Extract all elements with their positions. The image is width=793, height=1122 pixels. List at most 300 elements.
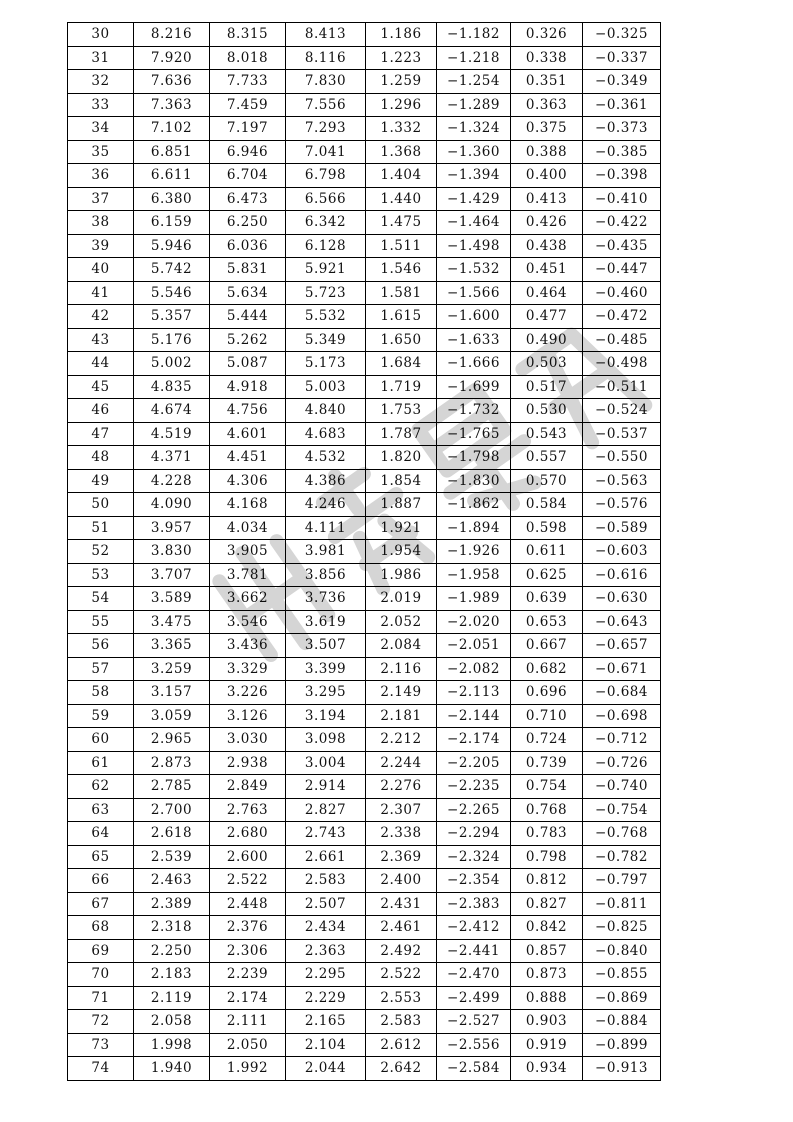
table-cell: 2.463 — [134, 869, 210, 893]
table-cell: 56 — [68, 634, 134, 658]
table-cell: 3.030 — [210, 728, 286, 752]
table-cell: 6.036 — [210, 234, 286, 258]
table-cell: −0.460 — [583, 281, 661, 305]
table-row — [68, 117, 661, 141]
table-cell: 0.783 — [511, 822, 583, 846]
table-cell: 5.176 — [134, 328, 210, 352]
table-cell: 0.464 — [511, 281, 583, 305]
table-cell: 2.183 — [134, 963, 210, 987]
table-cell: 54 — [68, 587, 134, 611]
table-cell: −1.324 — [437, 117, 511, 141]
table-cell: −2.584 — [437, 1057, 511, 1081]
table-cell: −2.470 — [437, 963, 511, 987]
table-cell: −0.422 — [583, 211, 661, 235]
table-cell: 4.386 — [286, 469, 366, 493]
table-cell: 3.226 — [210, 681, 286, 705]
table-cell: 3.126 — [210, 704, 286, 728]
table-cell: −2.051 — [437, 634, 511, 658]
table-cell: 0.477 — [511, 305, 583, 329]
table-cell: 3.830 — [134, 540, 210, 564]
table-cell: −1.600 — [437, 305, 511, 329]
table-cell: −2.441 — [437, 939, 511, 963]
table-cell: 5.946 — [134, 234, 210, 258]
table-cell: 4.532 — [286, 446, 366, 470]
table-cell: 7.733 — [210, 70, 286, 94]
table-cell: 3.781 — [210, 563, 286, 587]
table-row — [68, 845, 661, 869]
table-cell: 1.998 — [134, 1033, 210, 1057]
table-cell: 0.798 — [511, 845, 583, 869]
table-row — [68, 540, 661, 564]
table-cell: 4.601 — [210, 422, 286, 446]
table-row — [68, 305, 661, 329]
table-cell: 4.371 — [134, 446, 210, 470]
table-cell: −1.633 — [437, 328, 511, 352]
table-cell: −0.869 — [583, 986, 661, 1010]
table-cell: 2.104 — [286, 1033, 366, 1057]
table-cell: 45 — [68, 375, 134, 399]
table-cell: 6.380 — [134, 187, 210, 211]
table-cell: 1.223 — [366, 46, 437, 70]
table-cell: 5.831 — [210, 258, 286, 282]
table-row — [68, 399, 661, 423]
table-cell: 6.342 — [286, 211, 366, 235]
table-cell: 2.461 — [366, 916, 437, 940]
table-cell: −1.289 — [437, 93, 511, 117]
table-cell: 4.683 — [286, 422, 366, 446]
table-cell: 44 — [68, 352, 134, 376]
table-cell: 0.639 — [511, 587, 583, 611]
table-cell: 0.517 — [511, 375, 583, 399]
table-cell: 0.530 — [511, 399, 583, 423]
table-cell: −0.782 — [583, 845, 661, 869]
table-cell: −1.394 — [437, 164, 511, 188]
table-cell: 0.696 — [511, 681, 583, 705]
table-cell: −0.712 — [583, 728, 661, 752]
table-cell: 2.111 — [210, 1010, 286, 1034]
table-cell: 4.034 — [210, 516, 286, 540]
table-cell: 2.116 — [366, 657, 437, 681]
table-cell: −0.447 — [583, 258, 661, 282]
table-cell: −1.989 — [437, 587, 511, 611]
table-row — [68, 939, 661, 963]
table-cell: 4.090 — [134, 493, 210, 517]
table-cell: −1.532 — [437, 258, 511, 282]
table-cell: 2.229 — [286, 986, 366, 1010]
table-cell: −0.349 — [583, 70, 661, 94]
table-cell: −0.373 — [583, 117, 661, 141]
table-cell: −2.527 — [437, 1010, 511, 1034]
table-cell: 50 — [68, 493, 134, 517]
table-cell: 2.318 — [134, 916, 210, 940]
table-cell: 0.934 — [511, 1057, 583, 1081]
table-cell: 0.724 — [511, 728, 583, 752]
table-cell: 72 — [68, 1010, 134, 1034]
table-cell: 0.754 — [511, 775, 583, 799]
table-cell: 2.763 — [210, 798, 286, 822]
table-cell: 7.197 — [210, 117, 286, 141]
table-cell: 1.753 — [366, 399, 437, 423]
table-cell: −0.361 — [583, 93, 661, 117]
table-cell: 0.598 — [511, 516, 583, 540]
table-cell: 7.102 — [134, 117, 210, 141]
table-row — [68, 211, 661, 235]
table-cell: −0.435 — [583, 234, 661, 258]
table-cell: 7.830 — [286, 70, 366, 94]
table-cell: 33 — [68, 93, 134, 117]
table-row — [68, 328, 661, 352]
table-cell: 42 — [68, 305, 134, 329]
table-cell: 6.946 — [210, 140, 286, 164]
table-cell: 2.431 — [366, 892, 437, 916]
table-cell: 2.239 — [210, 963, 286, 987]
table-cell: −1.699 — [437, 375, 511, 399]
table-cell: −1.798 — [437, 446, 511, 470]
table-cell: 2.165 — [286, 1010, 366, 1034]
table-cell: 6.128 — [286, 234, 366, 258]
table-cell: −2.354 — [437, 869, 511, 893]
table-cell: 34 — [68, 117, 134, 141]
table-cell: 0.388 — [511, 140, 583, 164]
table-row — [68, 422, 661, 446]
table-cell: 1.546 — [366, 258, 437, 282]
table-cell: −1.254 — [437, 70, 511, 94]
table-cell: 2.785 — [134, 775, 210, 799]
table-body — [68, 23, 661, 1081]
table-cell: 0.667 — [511, 634, 583, 658]
table-cell: −0.589 — [583, 516, 661, 540]
table-cell: 68 — [68, 916, 134, 940]
table-cell: 5.262 — [210, 328, 286, 352]
table-cell: 2.873 — [134, 751, 210, 775]
table-cell: 2.583 — [286, 869, 366, 893]
table-cell: −0.630 — [583, 587, 661, 611]
table-cell: 0.827 — [511, 892, 583, 916]
table-cell: 3.295 — [286, 681, 366, 705]
table-cell: −0.825 — [583, 916, 661, 940]
table-cell: −1.926 — [437, 540, 511, 564]
table-cell: −1.498 — [437, 234, 511, 258]
table-cell: 0.857 — [511, 939, 583, 963]
table-cell: −0.671 — [583, 657, 661, 681]
table-cell: 1.475 — [366, 211, 437, 235]
table-cell: 5.634 — [210, 281, 286, 305]
table-cell: −0.603 — [583, 540, 661, 564]
table-row — [68, 187, 661, 211]
table-cell: 1.650 — [366, 328, 437, 352]
table-cell: 2.642 — [366, 1057, 437, 1081]
table-cell: 0.426 — [511, 211, 583, 235]
table-cell: 0.682 — [511, 657, 583, 681]
table-cell: 4.246 — [286, 493, 366, 517]
table-cell: 2.583 — [366, 1010, 437, 1034]
table-cell: 0.413 — [511, 187, 583, 211]
table-cell: 6.159 — [134, 211, 210, 235]
table-cell: 38 — [68, 211, 134, 235]
table-cell: 8.413 — [286, 23, 366, 47]
table-cell: 5.532 — [286, 305, 366, 329]
table-cell: 0.570 — [511, 469, 583, 493]
table-row — [68, 1033, 661, 1057]
table-cell: 4.918 — [210, 375, 286, 399]
table-cell: −0.511 — [583, 375, 661, 399]
table-cell: −0.698 — [583, 704, 661, 728]
table-cell: −0.768 — [583, 822, 661, 846]
table-row — [68, 916, 661, 940]
table-cell: −1.182 — [437, 23, 511, 47]
table-cell: −0.325 — [583, 23, 661, 47]
table-row — [68, 258, 661, 282]
table-cell: 1.511 — [366, 234, 437, 258]
table-cell: 2.539 — [134, 845, 210, 869]
table-cell: 7.293 — [286, 117, 366, 141]
table-cell: 2.306 — [210, 939, 286, 963]
table-cell: 8.018 — [210, 46, 286, 70]
table-row — [68, 234, 661, 258]
table-row — [68, 634, 661, 658]
table-row — [68, 70, 661, 94]
table-cell: 61 — [68, 751, 134, 775]
table-cell: −0.616 — [583, 563, 661, 587]
table-cell: 0.400 — [511, 164, 583, 188]
table-cell: 2.276 — [366, 775, 437, 799]
table-cell: 3.098 — [286, 728, 366, 752]
table-cell: 3.259 — [134, 657, 210, 681]
table-cell: −0.811 — [583, 892, 661, 916]
table-cell: 4.835 — [134, 375, 210, 399]
table-cell: 0.438 — [511, 234, 583, 258]
table-cell: 0.326 — [511, 23, 583, 47]
table-cell: 6.566 — [286, 187, 366, 211]
table-cell: 4.840 — [286, 399, 366, 423]
table-cell: −2.205 — [437, 751, 511, 775]
table-cell: 1.954 — [366, 540, 437, 564]
table-cell: −2.383 — [437, 892, 511, 916]
table-cell: 1.854 — [366, 469, 437, 493]
table-cell: 71 — [68, 986, 134, 1010]
table-cell: −1.666 — [437, 352, 511, 376]
table-row — [68, 775, 661, 799]
table-cell: 3.856 — [286, 563, 366, 587]
table-cell: 6.611 — [134, 164, 210, 188]
table-cell: 5.546 — [134, 281, 210, 305]
table-cell: 3.059 — [134, 704, 210, 728]
table-cell: −2.082 — [437, 657, 511, 681]
table-cell: −0.657 — [583, 634, 661, 658]
table-row — [68, 728, 661, 752]
table-cell: 2.084 — [366, 634, 437, 658]
table-cell: 3.399 — [286, 657, 366, 681]
table-cell: 2.522 — [366, 963, 437, 987]
table-row — [68, 587, 661, 611]
table-cell: 39 — [68, 234, 134, 258]
table-cell: 32 — [68, 70, 134, 94]
table-cell: 1.615 — [366, 305, 437, 329]
table-cell: −1.958 — [437, 563, 511, 587]
table-cell: 67 — [68, 892, 134, 916]
table-cell: 2.612 — [366, 1033, 437, 1057]
table-cell: 2.212 — [366, 728, 437, 752]
table-cell: 8.216 — [134, 23, 210, 47]
table-cell: −0.684 — [583, 681, 661, 705]
table-cell: −0.643 — [583, 610, 661, 634]
table-cell: −0.337 — [583, 46, 661, 70]
table-cell: 2.376 — [210, 916, 286, 940]
table-cell: 5.444 — [210, 305, 286, 329]
table-cell: 58 — [68, 681, 134, 705]
table-cell: −0.576 — [583, 493, 661, 517]
table-cell: 1.940 — [134, 1057, 210, 1081]
table-cell: −1.218 — [437, 46, 511, 70]
table-cell: 6.473 — [210, 187, 286, 211]
table-cell: 3.475 — [134, 610, 210, 634]
table-cell: 7.459 — [210, 93, 286, 117]
table-cell: 4.451 — [210, 446, 286, 470]
table-cell: −2.412 — [437, 916, 511, 940]
table-cell: 5.742 — [134, 258, 210, 282]
table-cell: −2.235 — [437, 775, 511, 799]
table-cell: 3.707 — [134, 563, 210, 587]
table-cell: 70 — [68, 963, 134, 987]
table-cell: 1.787 — [366, 422, 437, 446]
table-cell: 1.684 — [366, 352, 437, 376]
table-cell: −0.884 — [583, 1010, 661, 1034]
table-cell: 5.003 — [286, 375, 366, 399]
table-cell: 2.938 — [210, 751, 286, 775]
table-cell: −0.498 — [583, 352, 661, 376]
table-cell: 74 — [68, 1057, 134, 1081]
table-cell: −0.485 — [583, 328, 661, 352]
data-table — [67, 22, 661, 1081]
table-cell: −0.385 — [583, 140, 661, 164]
table-cell: 55 — [68, 610, 134, 634]
table-cell: 5.357 — [134, 305, 210, 329]
table-cell: −0.563 — [583, 469, 661, 493]
table-cell: −1.360 — [437, 140, 511, 164]
table-cell: −0.899 — [583, 1033, 661, 1057]
table-row — [68, 23, 661, 47]
table-cell: 5.349 — [286, 328, 366, 352]
table-cell: 2.244 — [366, 751, 437, 775]
table-cell: 1.259 — [366, 70, 437, 94]
table-cell: 46 — [68, 399, 134, 423]
table-cell: 4.519 — [134, 422, 210, 446]
table-cell: 2.058 — [134, 1010, 210, 1034]
table-cell: 0.611 — [511, 540, 583, 564]
table-cell: 0.351 — [511, 70, 583, 94]
table-cell: 0.503 — [511, 352, 583, 376]
table-cell: 2.680 — [210, 822, 286, 846]
table-cell: 8.315 — [210, 23, 286, 47]
table-cell: −2.174 — [437, 728, 511, 752]
table-cell: 0.739 — [511, 751, 583, 775]
table-cell: 2.743 — [286, 822, 366, 846]
table-cell: 49 — [68, 469, 134, 493]
table-cell: 30 — [68, 23, 134, 47]
table-cell: 51 — [68, 516, 134, 540]
table-cell: 41 — [68, 281, 134, 305]
table-cell: 2.149 — [366, 681, 437, 705]
table-cell: 2.553 — [366, 986, 437, 1010]
table-cell: −2.144 — [437, 704, 511, 728]
table-cell: 3.436 — [210, 634, 286, 658]
table-cell: 3.662 — [210, 587, 286, 611]
table-cell: 0.653 — [511, 610, 583, 634]
table-row — [68, 469, 661, 493]
table-row — [68, 963, 661, 987]
table-cell: 60 — [68, 728, 134, 752]
table-cell: 36 — [68, 164, 134, 188]
table-row — [68, 751, 661, 775]
table-cell: 2.295 — [286, 963, 366, 987]
table-cell: 1.820 — [366, 446, 437, 470]
table-cell: 2.338 — [366, 822, 437, 846]
table-cell: 0.873 — [511, 963, 583, 987]
table-cell: 0.557 — [511, 446, 583, 470]
table-cell: 4.228 — [134, 469, 210, 493]
table-cell: 0.903 — [511, 1010, 583, 1034]
table-row — [68, 46, 661, 70]
table-cell: 3.365 — [134, 634, 210, 658]
table-cell: 40 — [68, 258, 134, 282]
table-cell: 3.004 — [286, 751, 366, 775]
table-cell: 57 — [68, 657, 134, 681]
table-cell: 2.044 — [286, 1057, 366, 1081]
table-cell: 0.625 — [511, 563, 583, 587]
table-cell: −0.472 — [583, 305, 661, 329]
table-cell: −2.324 — [437, 845, 511, 869]
table-cell: 4.111 — [286, 516, 366, 540]
table-cell: 2.492 — [366, 939, 437, 963]
table-cell: 7.636 — [134, 70, 210, 94]
table-cell: 3.957 — [134, 516, 210, 540]
table-cell: 5.173 — [286, 352, 366, 376]
table-cell: 35 — [68, 140, 134, 164]
table-cell: −0.410 — [583, 187, 661, 211]
table-cell: −0.726 — [583, 751, 661, 775]
table-cell: 3.736 — [286, 587, 366, 611]
table-cell: 5.002 — [134, 352, 210, 376]
table-cell: −0.398 — [583, 164, 661, 188]
table-row — [68, 869, 661, 893]
table-cell: 2.849 — [210, 775, 286, 799]
table-cell: 2.914 — [286, 775, 366, 799]
table-cell: −2.265 — [437, 798, 511, 822]
table-cell: 1.368 — [366, 140, 437, 164]
table-cell: 73 — [68, 1033, 134, 1057]
table-cell: −0.740 — [583, 775, 661, 799]
table-cell: 4.756 — [210, 399, 286, 423]
table-cell: 0.768 — [511, 798, 583, 822]
table-cell: −1.862 — [437, 493, 511, 517]
table-cell: 2.363 — [286, 939, 366, 963]
table-cell: 2.661 — [286, 845, 366, 869]
table-row — [68, 681, 661, 705]
table-cell: 0.338 — [511, 46, 583, 70]
table-row — [68, 164, 661, 188]
table-cell: 0.375 — [511, 117, 583, 141]
table-cell: 69 — [68, 939, 134, 963]
table-cell: −1.464 — [437, 211, 511, 235]
table-cell: 1.440 — [366, 187, 437, 211]
table-row — [68, 1057, 661, 1081]
table-cell: 2.700 — [134, 798, 210, 822]
table-cell: 7.041 — [286, 140, 366, 164]
table-cell: 1.986 — [366, 563, 437, 587]
table-cell: 1.186 — [366, 23, 437, 47]
table-cell: 63 — [68, 798, 134, 822]
table-cell: 4.168 — [210, 493, 286, 517]
